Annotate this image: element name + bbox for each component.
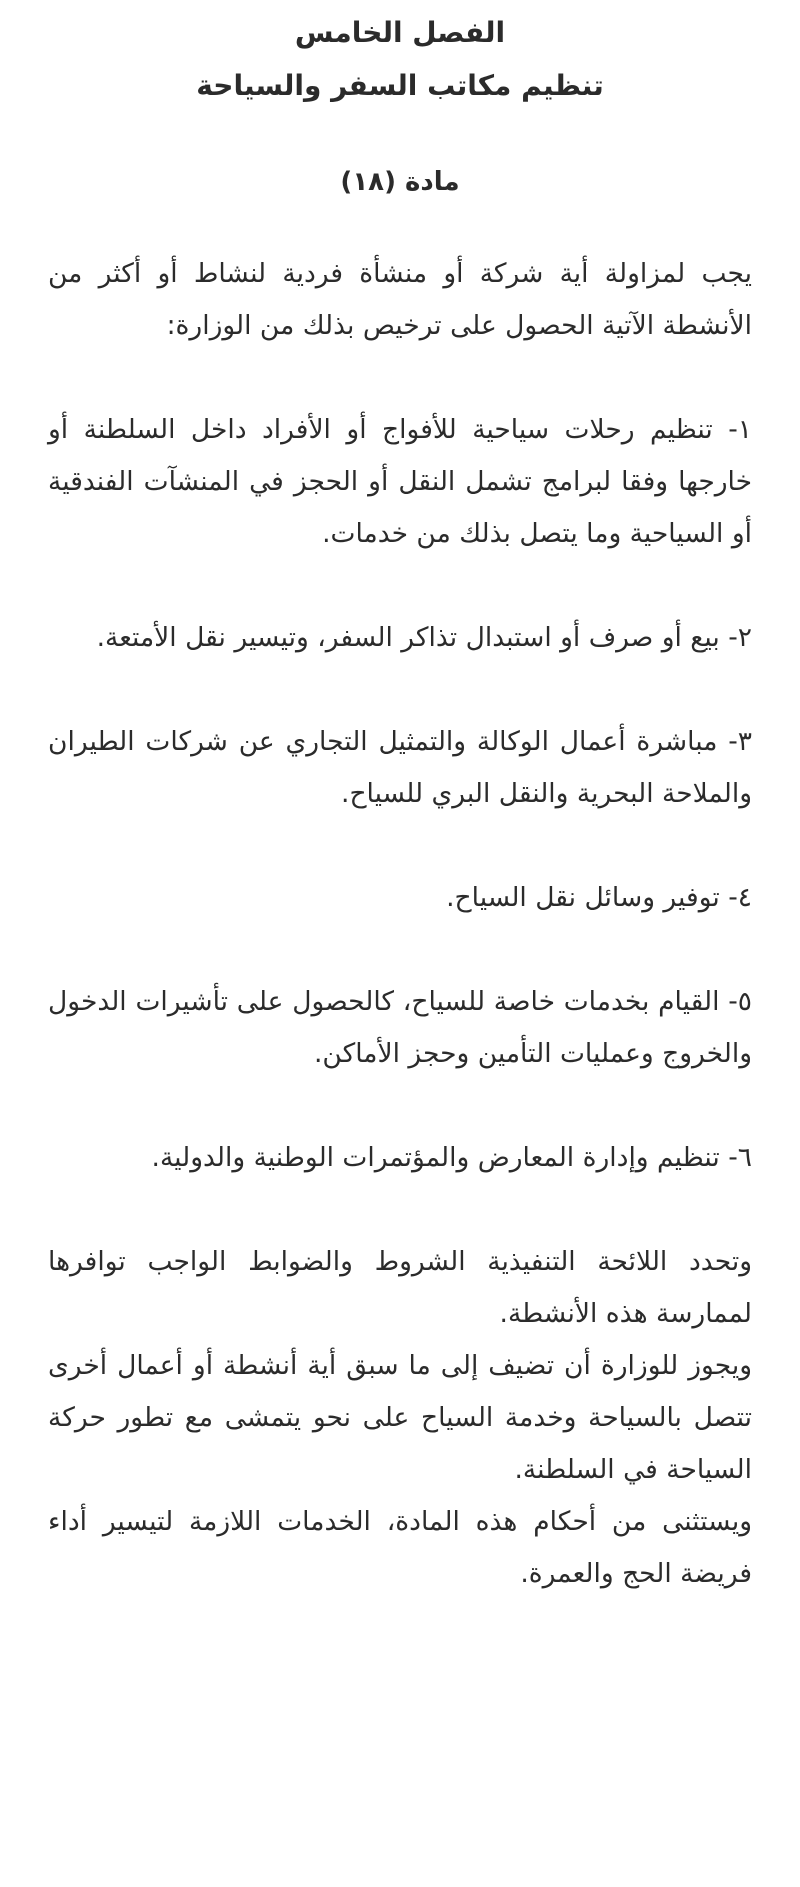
article-item-1: ١- تنظيم رحلات سياحية للأفواج أو الأفراد داخل السلطنة أو خارجها وفقا لبرامج تشمل النقل أو الحجز في المنشآت الفندقية أو السياحية وما يتصل بذلك من خدمات. — [48, 414, 752, 549]
article-item-3: ٣- مباشرة أعمال الوكالة والتمثيل التجاري عن شركات الطيران والملاحة البحرية والنقل البري للسياح. — [48, 726, 752, 809]
closing-paragraph-exemption: ويستثنى من أحكام هذه المادة، الخدمات اللازمة لتيسير أداء فريضة الحج والعمرة. — [48, 1506, 752, 1589]
article-item-6: ٦- تنظيم وإدارة المعارض والمؤتمرات الوطنية والدولية. — [151, 1142, 752, 1173]
chapter-title: الفصل الخامس — [294, 16, 506, 49]
chapter-subtitle: تنظيم مكاتب السفر والسياحة — [196, 69, 604, 102]
article-title: مادة (١٨) — [340, 167, 460, 197]
article-intro-paragraph: يجب لمزاولة أية شركة أو منشأة فردية لنشاط أو أكثر من الأنشطة الآتية الحصول على ترخيص بذلك من الوزارة: — [48, 258, 752, 341]
closing-paragraph-regulations: وتحدد اللائحة التنفيذية الشروط والضوابط الواجب توافرها لممارسة هذه الأنشطة. — [48, 1246, 752, 1329]
closing-paragraph-additional-activities: ويجوز للوزارة أن تضيف إلى ما سبق أية أنشطة أو أعمال أخرى تتصل بالسياحة وخدمة السياح على نحو يتمشى مع تطور حركة السياحة في السلطنة. — [48, 1350, 752, 1485]
article-item-2: ٢- بيع أو صرف أو استبدال تذاكر السفر، وتيسير نقل الأمتعة. — [96, 622, 752, 653]
article-item-5: ٥- القيام بخدمات خاصة للسياح، كالحصول على تأشيرات الدخول والخروج وعمليات التأمين وحجز الأماكن. — [48, 986, 752, 1069]
article-item-4: ٤- توفير وسائل نقل السياح. — [446, 882, 752, 913]
